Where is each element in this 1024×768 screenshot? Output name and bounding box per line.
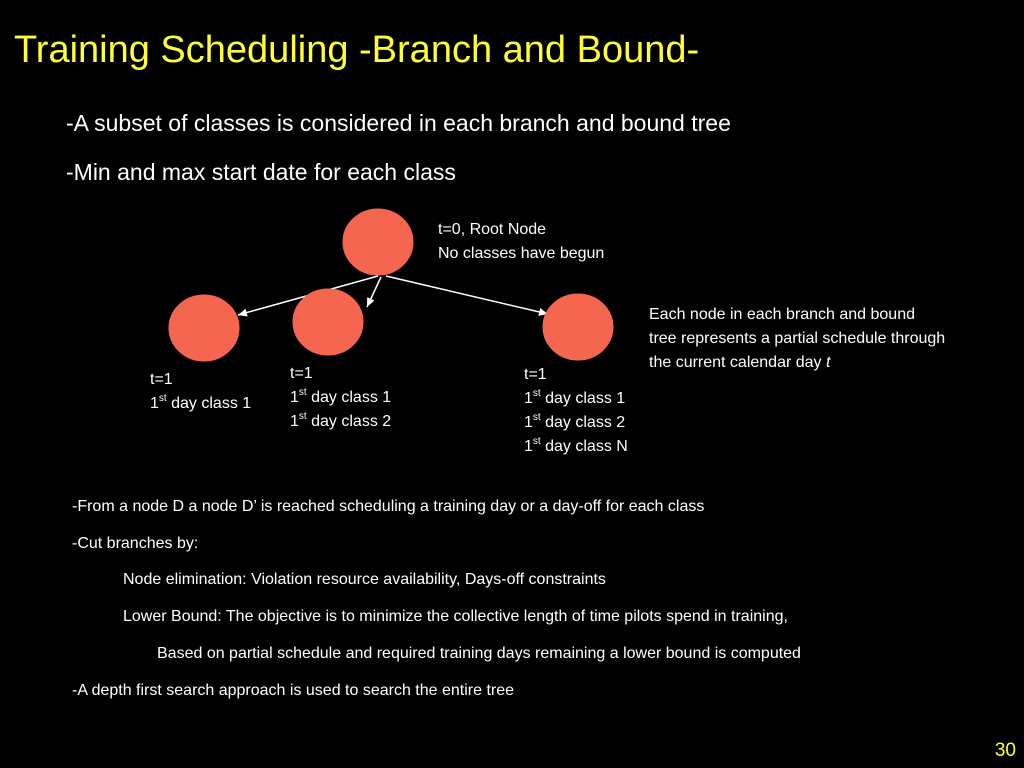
child-right-label — [524, 363, 628, 459]
detail-cut-branches: -Cut branches by: — [72, 535, 199, 552]
root-label-line: t=0, Root Node — [438, 221, 547, 238]
label-line: t=1 — [290, 365, 313, 382]
child-node-left — [169, 295, 239, 361]
label-line: 1st day class N — [524, 435, 628, 455]
label-line: 1st day class 1 — [150, 392, 252, 412]
child-node-right — [543, 294, 613, 360]
child-mid-label — [290, 362, 391, 434]
intro-item-subset: -A subset of classes is considered in each branch and bound tree — [66, 110, 731, 136]
label-line: 1st day class 2 — [290, 410, 392, 430]
label-line: t=1 — [524, 366, 547, 383]
child-left-label — [150, 368, 251, 416]
label-line: 1st day class 1 — [290, 386, 392, 406]
detail-lower-bound: Lower Bound: The objective is to minimize the collective length of time pilots spend in training, — [123, 608, 788, 625]
detail-node-elimination: Node elimination: Violation resource availability, Days-off constraints — [123, 571, 606, 588]
label-line: 1st day class 1 — [524, 387, 626, 407]
label-line: 1st day class 2 — [524, 411, 626, 431]
note-line: tree represents a partial schedule through — [649, 330, 946, 347]
intro-item-start-date: -Min and max start date for each class — [66, 159, 456, 185]
label-line: t=1 — [150, 371, 173, 388]
slide-title: Training Scheduling -Branch and Bound- — [14, 29, 700, 71]
note-line: Each node in each branch and bound — [649, 306, 915, 323]
root-label-line: No classes have begun — [438, 245, 605, 262]
edge-root-to-right — [386, 276, 548, 314]
root-node-label — [438, 218, 604, 266]
detail-node-transition: -From a node D a node D’ is reached scheduling a training day or a day-off for each class — [72, 498, 705, 515]
child-node-mid — [293, 289, 363, 355]
node-explanation-note — [649, 303, 945, 375]
root-node — [343, 209, 413, 275]
page-number: 30 — [994, 740, 1016, 761]
detail-lower-bound-computation: Based on partial schedule and required training days remaining a lower bound is computed — [157, 645, 801, 662]
detail-depth-first-search: -A depth first search approach is used to search the entire tree — [72, 682, 515, 699]
note-line: the current calendar day t — [649, 354, 831, 371]
edge-root-to-mid — [367, 277, 381, 307]
